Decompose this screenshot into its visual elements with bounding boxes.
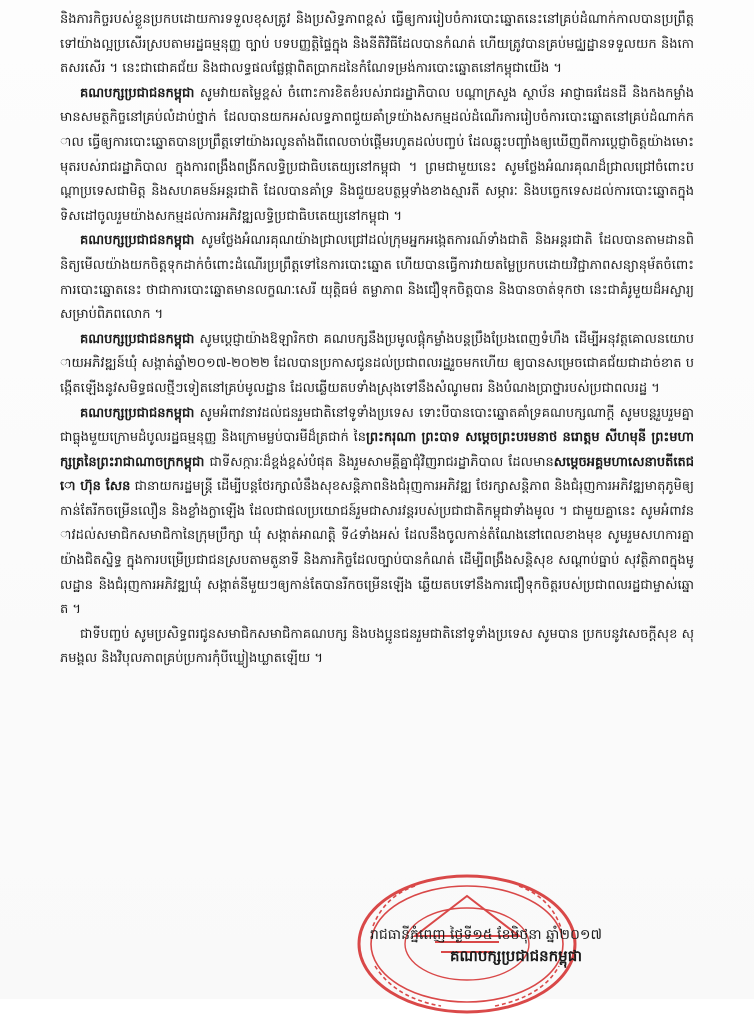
king-title: ព្រះករុណា ព្រះបាទ សម្តេចព្រះបរមនាថ នរោត្តម សីហមុនី ព្រះមហាក្សត្រនៃព្រះរាជាណាចក្រកម្ពុជា	[60, 430, 694, 470]
document-body	[60, 8, 694, 672]
paragraph-5-text-c: ជានាយករដ្ឋមន្ត្រី ដើម្បីបន្តថែរក្សាលំនឹងសុខសន្តិភាពនិងជំរុញការអភិវឌ្ឍ ថែរក្សាសន្តិភាព និងជំរុញការអភិវឌ្ឍមាតុភូមិឲ្យកាន់តែរីកចម្រើនលឿន និងខ្លាំងក្លាឡើង ដែលជាផលប្រយោជន៍រួមជាសារវន្តរបស់ប្រជាជាតិកម្ពុជាទាំងមូល ។ ជាមួយគ្នានេះ សូមអំពាវនាវដល់សមាជិកសមាជិកានៃក្រុមប្រឹក្សា ឃុំ សង្កាត់អាណត្តិ ទី៤ទាំងអស់ ដែលនឹងចូលកាន់តំណែងនៅពេលខាងមុខ សូមរួមសហការគ្នាយ៉ាងជិតស្និទ្ធ ក្នុងការបម្រើប្រជាជនស្របតាមតួនាទី និងភារកិច្ចដែលច្បាប់បានកំណត់ ដើម្បីពង្រឹងសន្តិសុខ សណ្តាប់ធ្នាប់ សុវត្ថិភាពក្នុងមូលដ្ឋាន និងជំរុញការអភិវឌ្ឍឃុំ សង្កាត់នីមួយៗឲ្យកាន់តែបានរីកចម្រើនឡើង ឆ្លើយតបទៅនឹងការជឿទុកចិត្តរបស់ប្រជាពលរដ្ឋជាម្ចាស់ឆ្នោត ។	[60, 479, 694, 618]
signing-party-name: គណបក្សប្រជាជនកម្ពុជា	[450, 947, 582, 965]
paragraph-2	[60, 82, 694, 230]
paragraph-4-party-name: គណបក្សប្រជាជនកម្ពុជា	[80, 331, 195, 347]
paragraph-3-text: សូមថ្លែងអំណរគុណយ៉ាងជ្រាលជ្រៅដល់ក្រុមអ្នកអង្កេតការណ៍ទាំងជាតិ និងអន្តរជាតិ ដែលបានតាមដានពិនិត្យមើលយ៉ាងយកចិត្តទុកដាក់ចំពោះដំណើរប្រព្រឹត្តទៅនៃការបោះឆ្នោត ហើយបានធ្វើការវាយតម្លៃប្រកបដោយវិជ្ជាភាពសន្យានុម័តចំពោះការបោះឆ្នោតនេះ ថាជាការបោះឆ្នោតមានលក្ខណៈសេរី យុត្តិធម៌ តម្លាភាព និងជឿទុកចិត្តបាន និងបានចាត់ទុកថា នេះជាគំរូមួយដ៏អស្ចារ្យសម្រាប់ពិភពលោក ។	[60, 233, 694, 323]
paragraph-6	[60, 623, 694, 672]
paragraph-3-party-name: គណបក្សប្រជាជនកម្ពុជា	[80, 233, 195, 249]
paragraph-4-text: សូមប្តេជ្ញាយ៉ាងឱឡារិកថា គណបក្សនឹងប្រមូលផ្តុំកម្លាំងបន្តប្រឹងប្រែងពេញទំហឹង ដើម្បីអនុវត្តគោលនយោបាយអភិវឌ្ឍន៍ឃុំ សង្កាត់ឆ្នាំ២០១៧-២០២២ ដែលបានប្រកាសជូនដល់ប្រជាពលរដ្ឋរួចមកហើយ ឲ្យបានសម្រេចជោគជ័យជាដាច់ខាត បង្កើតឡើងនូវសមិទ្ធផលថ្មីៗទៀតនៅគ្រប់មូលដ្ឋាន ដែលឆ្លើយតបទាំងស្រុងទៅនឹងសំណូមពរ និងបំណងប្រាថ្នារបស់ប្រជាពលរដ្ឋ ។	[60, 331, 694, 396]
paragraph-3	[60, 229, 694, 327]
paragraph-2-text: សូមវាយតម្លៃខ្ពស់ ចំពោះការខិតខំរបស់រាជរដ្ឋាភិបាល បណ្តាក្រសួង ស្ថាប័ន អាជ្ញាធរដែនដី និងកងកម្លាំងមានសមត្ថកិច្ចនៅគ្រប់លំដាប់ថ្នាក់ ដែលបានយកអស់លទ្ធភាពជួយគាំទ្រយ៉ាងសកម្មដល់ដំណើរការរៀបចំការបោះឆ្នោតនៅគ្រប់ដំណាក់កាល ធ្វើឲ្យការបោះឆ្នោតបានប្រព្រឹត្តទៅយ៉ាងរលូនតាំងពីពេលចាប់ផ្តើមរហូតដល់បញ្ចប់ ដែលឆ្លុះបញ្ចាំងឲ្យឃើញពីការប្តេជ្ញាចិត្តយ៉ាងមោះមុតរបស់រាជរដ្ឋាភិបាល ក្នុងការពង្រឹងពង្រីកលទ្ធិប្រជាធិបតេយ្យនៅកម្ពុជា ។ ព្រមជាមួយនេះ សូមថ្លែងអំណរគុណដ៏ជ្រាលជ្រៅចំពោះបណ្តាប្រទេសជាមិត្ត និងសហគមន៍អន្តរជាតិ ដែលបានគាំទ្រ និងជួយឧបត្ថម្ភទាំងខាងស្មារតី សម្ភារៈ និងបច្ចេកទេសដល់ការបោះឆ្នោតក្នុងទិសដៅចូលរួមយ៉ាងសកម្មដល់ការអភិវឌ្ឍលទ្ធិប្រជាធិបតេយ្យនៅកម្ពុជា ។	[60, 85, 694, 224]
paragraph-5-text-b: ជាទីសក្ការៈដ៏ខ្ពង់ខ្ពស់បំផុត និងរួមសាមគ្គីគ្នាជុំវិញរាជរដ្ឋាភិបាល ដែលមាន	[204, 454, 554, 470]
paragraph-1-text: និងភារកិច្ចរបស់ខ្លួនប្រកបដោយការទទួលខុសត្រូវ និងប្រសិទ្ធភាពខ្ពស់ ធ្វើឲ្យការរៀបចំការបោះឆ្នោតនេះនៅគ្រប់ដំណាក់កាលបានប្រព្រឹត្តទៅយ៉ាងល្អប្រសើរស្របតាមរដ្ឋធម្មនុញ្ញ ច្បាប់ បទបញ្ញត្តិផ្ទៃក្នុង និងនីតិវិធីដែលបានកំណត់ ហើយត្រូវបានគ្រប់មជ្ឈដ្ឋានទទួលយក និងកោតសរសើរ ។ នេះជាជោគជ័យ និងជាលទ្ធផលផ្លែផ្កាពិតប្រាកដនៃកំណែទម្រង់ការបោះឆ្នោតនៅកម្ពុជាយើង ។	[60, 12, 694, 77]
paragraph-5	[60, 402, 694, 623]
paragraph-1	[60, 8, 694, 82]
paragraph-5-text-a: សូមអំពាវនាវដល់ជនរួមជាតិនៅទូទាំងប្រទេស ទោះបីបានបោះឆ្នោតគាំទ្រគណបក្សណាក្តី សូមបន្តរួបរួមគ្នាជាធ្លុងមួយក្រោមដំបូលរដ្ឋធម្មនុញ្ញ និងក្រោមម្លប់បារមីដ៏ត្រជាក់ នៃ	[60, 405, 694, 446]
date-line: រាជធានីភ្នំពេញ ថ្ងៃទី១៥ ខែមិថុនា ឆ្នាំ២០១៧	[370, 927, 602, 943]
prime-minister-title: សម្តេចអគ្គមហាសេនាបតីតេជោ ហ៊ុន សែន	[60, 454, 694, 495]
paragraph-5-party-name: គណបក្សប្រជាជនកម្ពុជា	[80, 405, 195, 421]
paragraph-2-party-name: គណបក្សប្រជាជនកម្ពុជា	[80, 85, 195, 101]
paragraph-6-text: ជាទីបញ្ចប់ សូមប្រសិទ្ធពរជូនសមាជិកសមាជិកាគណបក្ស និងបងប្អូនជនរួមជាតិនៅទូទាំងប្រទេស សូមបាន ប្រកបនូវសេចក្តីសុខ សុភមង្គល និងវិបុលភាពគ្រប់ប្រការកុំបីឃ្លៀងឃ្លាតឡើយ ។	[60, 626, 694, 667]
paragraph-4	[60, 328, 694, 402]
